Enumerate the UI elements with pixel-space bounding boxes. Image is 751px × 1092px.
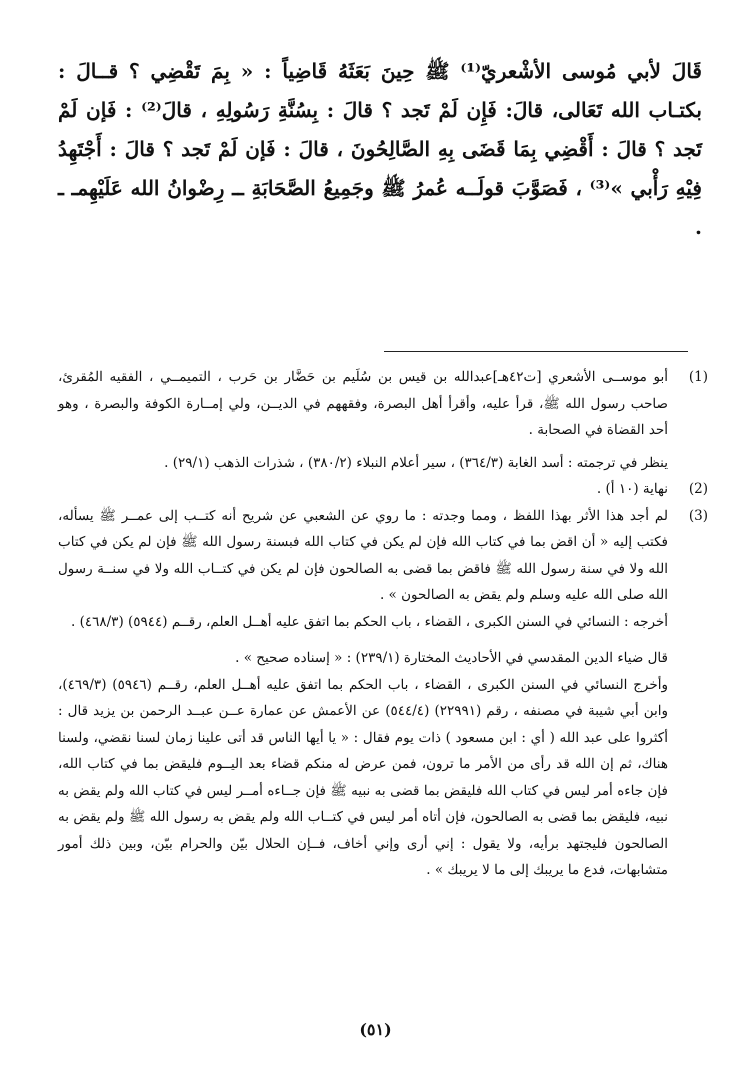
footnote-text: لم أجد هذا الأثر بهذا اللفظ ، ومما وجدته : ما روي عن الشعبي عن شريح أنه كتــب إلى عمــر ﷺ يسأله، فكتب إليه « أن اقض بما في كتاب الله فإن لم يكن في كتاب الله فبسنة رسول الله ﷺ فإن لم يكن في كتاب الله ولا في سنة رسول الله ﷺ فاقض بما قضى به الصالحون فإن لم يكن في كتــاب الله ولا في سنــة رسول الله صلى الله عليه وسلم ولم يقض به الصالحون » . bbox=[58, 507, 668, 603]
footnote-grading: قال ضياء الدين المقدسي في الأحاديث المختارة (٢٣٩/١) : « إسناده صحيح » . bbox=[235, 650, 668, 666]
footnote-reference: ينظر في ترجمته : أسد الغابة (٣٦٤/٣) ، سير أعلام النبلاء (٣٨٠/٢) ، شذرات الذهب (٢٩/١) . bbox=[164, 454, 668, 471]
footnote-2 bbox=[58, 476, 708, 503]
footnotes bbox=[58, 364, 708, 884]
footnote-text: أبو موســى الأشعري [ت٤٢هـ]عبدالله بن قيس بن سُلَيم بن حَضَّار بن حَرب ، التميمــي ، الفقيه المُقرئ، صاحب رسول الله ﷺ، قرأ عليه، وأقرأ أهل البصرة، وفقههم في الديــن، ولي إمــارة الكوفة والبصرة ، وهو أحد القضاة في الصحابة . bbox=[58, 369, 668, 438]
footnote-citation: أخرجه : النسائي في السنن الكبرى ، القضاء ، باب الحكم بما اتفق عليه أهــل العلم، رقــم (٥٩٤٤) (٤٦٨/٣) . bbox=[71, 613, 668, 630]
footnote-number: (1) bbox=[688, 369, 708, 385]
footnote-number: (3) bbox=[688, 507, 708, 524]
footnote-separator bbox=[384, 351, 688, 352]
footnote-text: نهاية (١٠ أ) . bbox=[596, 481, 668, 497]
main-text: قَالَ لأبي مُوسى الأشْعريّ⁽¹⁾ ﷺ حِينَ بَعَثَهُ قَاضِياً : « بِمَ تَقْضِي ؟ قــالَ : بكتـاب الله تَعَالى، قالَ: فَإِن لَمْ تَجد ؟ قالَ : بِسُنَّةِ رَسُولِهِ ، قالَ⁽²⁾ : فَإن لَمْ تَجد ؟ قالَ : أَقْضِي بِمَا قَضَى بِهِ الصَّالِحُونَ ، قالَ : فَإن لَمْ تَجد ؟ قالَ : أَجْتَهِدُ فِيْهِ رَأْبي »⁽³⁾ ، فَصَوَّبَ قولَــه عُمرُ ﷺ وجَمِيعُ الصَّحَابَةِ ــ رِضْوانُ الله عَلَيْهِمـ ـ . bbox=[58, 59, 702, 239]
footnote-1 bbox=[58, 364, 708, 476]
page-number: (٥١) bbox=[359, 1020, 392, 1039]
footnote-3 bbox=[58, 503, 708, 884]
footnote-number: (2) bbox=[688, 481, 708, 497]
footnote-additional: وأخرج النسائي في السنن الكبرى ، القضاء ، باب الحكم بما اتفق عليه أهــل العلم، رقــم (٥٩٤٦) (٤٦٩/٣)، وابن أبي شيبة في مصنفه ، رقم (٢٢٩٩١) (٥٤٤/٤) عن الأعمش عن عمارة عــن عبــد الرحمن بن يزيد قال : أكثروا على عبد الله ( أي : ابن مسعود ) ذات يوم فقال : « يا أيها الناس قد أتى علينا زمان لسنا نقضي، ولسنا هناك، ثم إن الله قد رأى من الأمر ما ترون، فمن عرض له منكم قضاء بعد اليــوم فليقض بما في كتاب الله، فإن جاءه أمر ليس في كتاب الله فليقض بما قضى به نبيه ﷺ فإن جــاءه أمــر ليس في كتاب الله ولم يقض به نبيه، فليقض بما قضى به الصالحون، فإن أتاه أمر ليس في كتــاب الله ولم يقض به رسول الله ﷺ ولم يقض به الصالحون فليجتهد برأيه، ولا يقول : إني أرى وإني أخاف، فــإن الحلال بيّن والحرام بيّن، وبين ذلك أمور متشابهات، فدع ما يريبك إلى ما لا يريبك » . bbox=[58, 676, 668, 878]
